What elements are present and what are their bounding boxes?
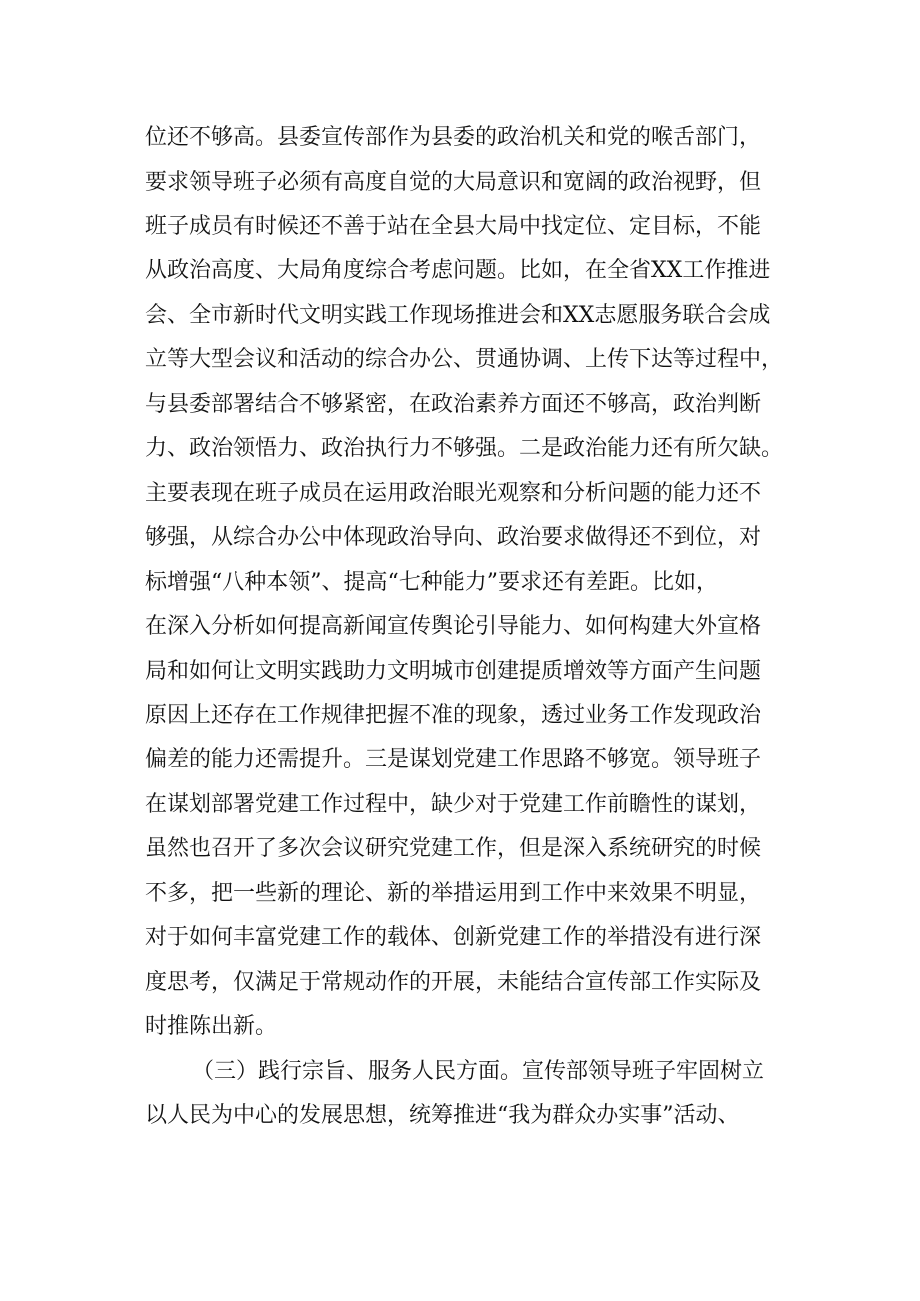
text-line: 力、政治领悟力、政治执行力不够强。二是政治能力还有所欠缺。 — [145, 436, 784, 461]
text-line: 位还不够高。县委宣传部作为县委的政治机关和党的喉舌部门， — [145, 125, 762, 150]
section-heading-line: （三）践行宗旨、服务人民方面。宣传部领导班子牢固树立 — [192, 1059, 765, 1084]
text-line: 不多，把一些新的理论、新的举措运用到工作中来效果不明显， — [145, 881, 762, 906]
text-line: 以人民为中心的发展思想，统筹推进“我为群众办实事”活动、 — [145, 1103, 740, 1128]
text-line: 对于如何丰富党建工作的载体、创新党建工作的举措没有进行深 — [145, 925, 762, 950]
text-line: 会、全市新时代文明实践工作现场推进会和XX志愿服务联合会成 — [145, 303, 771, 328]
text-line: 与县委部署结合不够紧密，在政治素养方面还不够高，政治判断 — [145, 392, 762, 417]
text-line: 局和如何让文明实践助力文明城市创建提质增效等方面产生问题 — [145, 659, 762, 684]
text-line: 主要表现在班子成员在运用政治眼光观察和分析问题的能力还不 — [145, 481, 762, 506]
text-line: 立等大型会议和活动的综合办公、贯通协调、上传下达等过程中， — [145, 347, 784, 372]
text-line: 够强，从综合办公中体现政治导向、政治要求做得还不到位，对 — [145, 525, 762, 550]
text-line: 在谋划部署党建工作过程中，缺少对于党建工作前瞻性的谋划， — [145, 792, 762, 817]
text-line: 虽然也召开了多次会议研究党建工作，但是深入系统研究的时候 — [145, 836, 762, 861]
text-line: 要求领导班子必须有高度自觉的大局意识和宽阔的政治视野，但 — [145, 170, 762, 195]
text-line: 偏差的能力还需提升。三是谋划党建工作思路不够宽。领导班子 — [145, 747, 762, 772]
text-line: 标增强“八种本领”、提高“七种能力”要求还有差距。比如， — [145, 570, 718, 595]
text-line: 原因上还存在工作规律把握不准的现象，透过业务工作发现政治 — [145, 703, 762, 728]
text-line: 从政治高度、大局角度综合考虑问题。比如，在全省XX工作推进 — [145, 258, 771, 283]
text-line: 班子成员有时候还不善于站在全县大局中找定位、定目标，不能 — [145, 214, 762, 239]
text-line: 时推陈出新。 — [145, 1014, 278, 1039]
text-line: 在深入分析如何提高新闻宣传舆论引导能力、如何构建大外宣格 — [145, 614, 762, 639]
text-line: 度思考，仅满足于常规动作的开展，未能结合宣传部工作实际及 — [145, 970, 762, 995]
